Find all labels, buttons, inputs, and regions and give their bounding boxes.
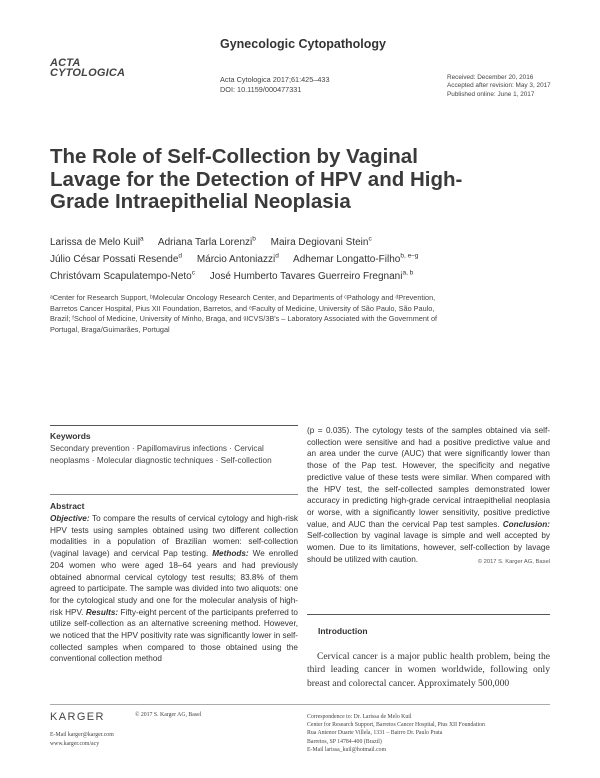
conclusion-label: Conclusion: <box>502 519 551 529</box>
keywords-text: Secondary prevention · Papillomavirus infections · Cervical neoplasms · Molecular diagnostic techniques · Self-collection <box>50 444 272 465</box>
objective-text: To compare the results of cervical cytology and high-risk HPV tests using samples obtained using two different collection modalities in a population of Brazilian women: self-collection (vaginal lavage) and cervical Pap testing. <box>50 514 298 559</box>
divider <box>50 494 298 495</box>
published-date: Published online: June 1, 2017 <box>447 90 535 98</box>
objective-label: Objective: <box>50 514 90 523</box>
author-affil-sup: b, e–g <box>400 252 419 260</box>
introduction-text: Cervical cancer is a major public health problem, being the third leading cancer in women worldwide, following only breast and colorectal cancer. Approximately 500,000 <box>307 651 550 689</box>
introduction-heading: Introduction <box>318 626 368 636</box>
abstract-right-column <box>307 425 550 568</box>
accepted-date: Accepted after revision: May 3, 2017 <box>447 82 551 90</box>
author-affil-sup: b <box>252 235 256 243</box>
correspondence-block <box>307 713 485 754</box>
author-name: Maira Degiovani Stein <box>270 237 369 248</box>
journal-citation-block <box>220 75 330 95</box>
author-name: Adriana Tarla Lorenzi <box>157 237 253 248</box>
abstract-continued-text: (p = 0.035). The cytology tests of the samples obtained via self-collection were sensitive and had a positive predictive value and an area under the curve (AUC) that were significantly lower than those of the Pap test. However, the specificity and negative predictive value of these tests were similar. When compared with the HPV test, the self-collected samples demonstrated lower accuracy in predicting high-grade cervical intraepithelial neoplasia or worse, with a significantly lower sensitivity, positive predictive value, and AUC than the cervical Pap test samples. <box>307 426 550 529</box>
methods-text: We enrolled 204 women who were aged 18–64 years and had previously obtained abnormal cervical cytology test results; 83.8% of them agreed to participate. The sample was divided into two aliquots: one for the cytological study and one for the molecular analysis of high-risk HPV. <box>50 549 298 617</box>
author-list <box>50 234 560 285</box>
author-affil-sup: c <box>368 235 372 243</box>
journal-logo <box>50 57 126 79</box>
footer-contact <box>50 731 114 748</box>
keywords-heading: Keywords <box>50 431 91 441</box>
logo-bottom-text: CYTOLOGICA <box>50 67 126 79</box>
conclusion-text: Self-collection by vaginal lavage is simple and well accepted by women. Due to its limitations, however, self-collection by lavage should be utilized with caution. <box>307 531 550 564</box>
doi: DOI: 10.1159/000477331 <box>220 85 302 94</box>
author-name: Adhemar Longatto-Filho <box>293 254 401 265</box>
author-row <box>50 268 560 285</box>
results-label: Results: <box>85 607 119 617</box>
received-date: Received: December 20, 2016 <box>447 74 534 81</box>
footer-divider <box>50 704 550 705</box>
author-name: Márcio Antoniazzi <box>196 254 276 265</box>
corr-email[interactable]: E-Mail larissa_kuil@hotmail.com <box>307 746 387 753</box>
author-affil-sup: a <box>140 235 144 243</box>
abstract-copyright: © 2017 S. Karger AG, Basel <box>477 558 550 565</box>
citation: Acta Cytologica 2017;61:425–433 <box>220 75 330 84</box>
results-text: Fifty-eight percent of the participants preferred to utilize self-collection as an alternative screening method. However, we noticed that the HPV positivity rate was significantly lower in self-collected samples when compared to those obtained using the conventional collection method <box>50 607 298 664</box>
article-title: The Role of Self-Collection by Vaginal Lavage for the Detection of HPV and High-Grade Intraepithelial Neoplasia <box>50 145 463 213</box>
corr-line: Rua Antenor Duarte Villela, 1331 – Bairro Dr. Paulo Prata <box>307 730 443 737</box>
abstract-left-column <box>50 513 298 665</box>
author-row <box>50 251 560 268</box>
author-name: José Humberto Tavares Guerreiro Fregnani <box>209 271 403 282</box>
dates-block <box>447 74 551 99</box>
publisher-website[interactable]: www.karger.com/acy <box>50 740 100 747</box>
logo-top-text: ACTA <box>50 57 81 69</box>
corr-line: Center for Research Support, Barretos Cancer Hospital, Pius XII Foundation <box>307 722 485 729</box>
publisher-email[interactable]: E-Mail karger@karger.com <box>50 732 114 738</box>
divider <box>307 614 550 615</box>
author-name: Júlio César Possati Resende <box>50 254 179 265</box>
author-affil-sup: d <box>178 252 183 260</box>
author-name: Christóvam Scapulatempo-Neto <box>50 271 192 282</box>
abstract-heading: Abstract <box>50 501 85 511</box>
methods-label: Methods: <box>212 549 249 559</box>
affiliations: ᵃCenter for Research Support, ᵇMolecular Oncology Research Center, and Departments of ᶜPathology and ᵈPrevention, Barretos Cancer Hospital, Pius XII Foundation, Barretos, and ᵉFaculty of Medicine, University of São Paulo, São Paulo, Brazil; ᶠSchool of Medicine, University of Minho, Braga, and ᵍICVS/3B's – Laboratory Associated with the Government of Portugal, Braga/Guimarães, Portugal <box>50 293 438 334</box>
publisher-logo: KARGER <box>50 711 105 723</box>
footer-copyright: © 2017 S. Karger AG, Basel <box>135 712 202 718</box>
section-name: Gynecologic Cytopathology <box>220 37 386 51</box>
divider <box>50 425 298 426</box>
author-affil-sup: d <box>275 252 279 260</box>
author-row <box>50 234 560 251</box>
corr-line: Correspondence to: Dr. Larissa de Melo Kuil <box>307 714 412 720</box>
author-affil-sup: c <box>191 269 195 277</box>
author-name: Larissa de Melo Kuil <box>50 237 141 248</box>
corr-line: Barretos, SP 14784-400 (Brazil) <box>307 738 382 745</box>
author-affil-sup: a, b <box>402 269 414 277</box>
